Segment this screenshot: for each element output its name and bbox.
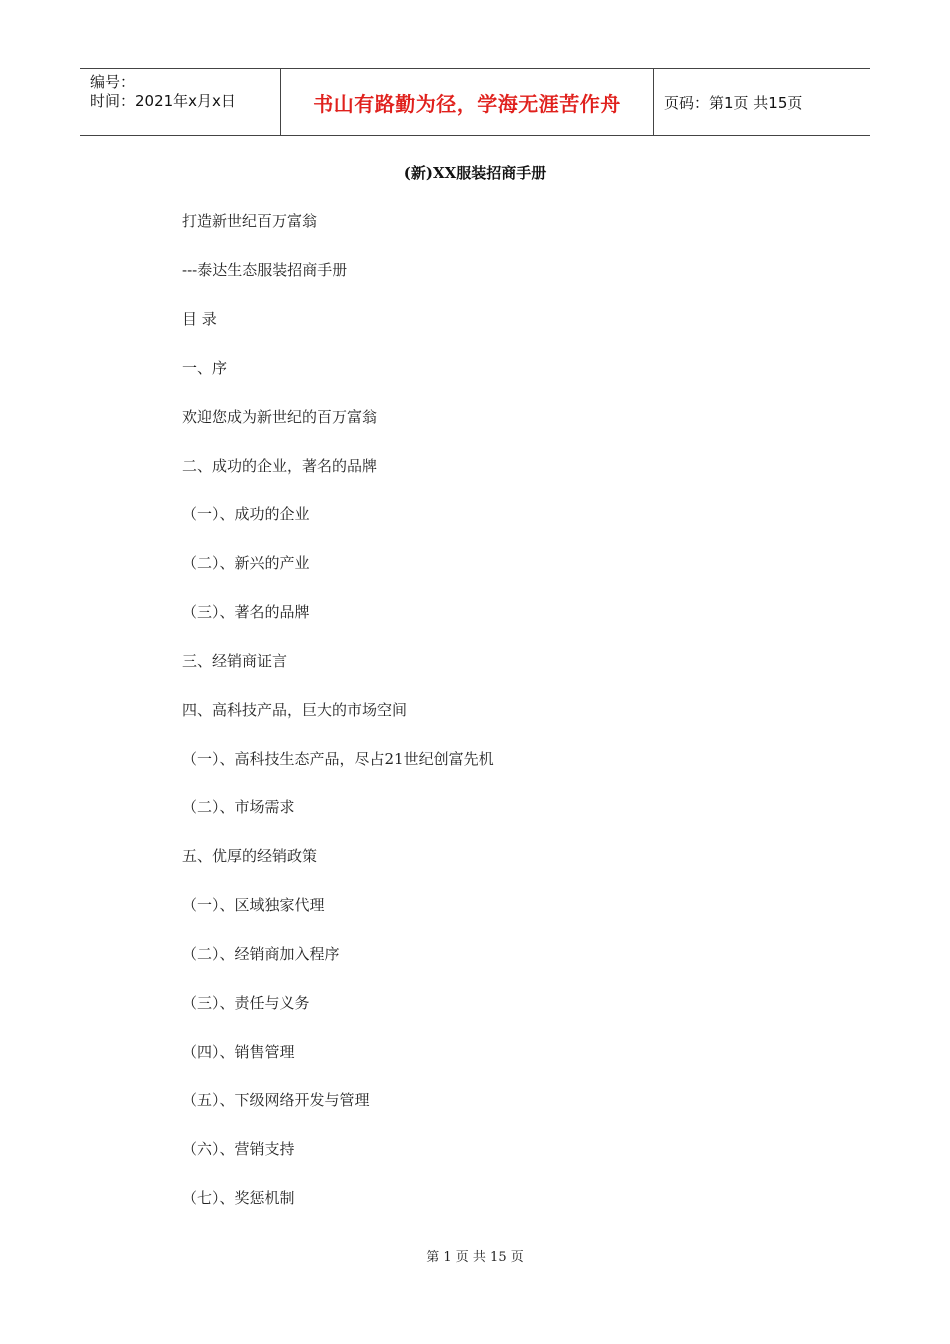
document-header bbox=[80, 68, 870, 136]
toc-line: （一）、区域独家代理 bbox=[182, 896, 325, 914]
toc-line: （二）、新兴的产业 bbox=[182, 554, 310, 572]
header-motto: 书山有路勤为径，学海无涯苦作舟 bbox=[313, 91, 621, 116]
toc-line: （三）、著名的品牌 bbox=[182, 603, 310, 621]
toc-line: 目 录 bbox=[182, 310, 217, 328]
header-page-cell bbox=[654, 69, 870, 135]
toc-line: （一）、高科技生态产品，尽占21世纪创富先机 bbox=[182, 750, 494, 768]
toc-line: （二）、经销商加入程序 bbox=[182, 945, 340, 963]
toc-line: 二、成功的企业，著名的品牌 bbox=[182, 457, 378, 475]
toc-line: （三）、责任与义务 bbox=[182, 994, 310, 1012]
header-meta-cell bbox=[80, 69, 281, 135]
header-page-info: 页码：第1页 共15页 bbox=[664, 93, 803, 112]
toc-line: （一）、成功的企业 bbox=[182, 505, 310, 523]
toc-line: 欢迎您成为新世纪的百万富翁 bbox=[182, 408, 378, 426]
toc-line: （七）、奖惩机制 bbox=[182, 1189, 295, 1207]
toc-line: （六）、营销支持 bbox=[182, 1140, 295, 1158]
toc-line: 四、高科技产品，巨大的市场空间 bbox=[182, 701, 408, 719]
toc-line: 一、序 bbox=[182, 359, 228, 377]
toc-line: （二）、市场需求 bbox=[182, 798, 295, 816]
toc-line: （五）、下级网络开发与管理 bbox=[182, 1091, 370, 1109]
toc-line: 打造新世纪百万富翁 bbox=[182, 212, 318, 230]
toc-line: 五、优厚的经销政策 bbox=[182, 847, 318, 865]
toc-line: ---泰达生态服装招商手册 bbox=[182, 261, 348, 279]
document-date-label: 时间：2021年x月x日 bbox=[90, 92, 236, 110]
document-title: (新)XX服装招商手册 bbox=[403, 164, 547, 182]
page-footer: 第 1 页 共 15 页 bbox=[426, 1250, 524, 1265]
document-number-label: 编号： bbox=[90, 73, 136, 91]
toc-line: 三、经销商证言 bbox=[182, 652, 288, 670]
header-motto-cell bbox=[281, 69, 654, 135]
toc-line: （四）、销售管理 bbox=[182, 1043, 295, 1061]
